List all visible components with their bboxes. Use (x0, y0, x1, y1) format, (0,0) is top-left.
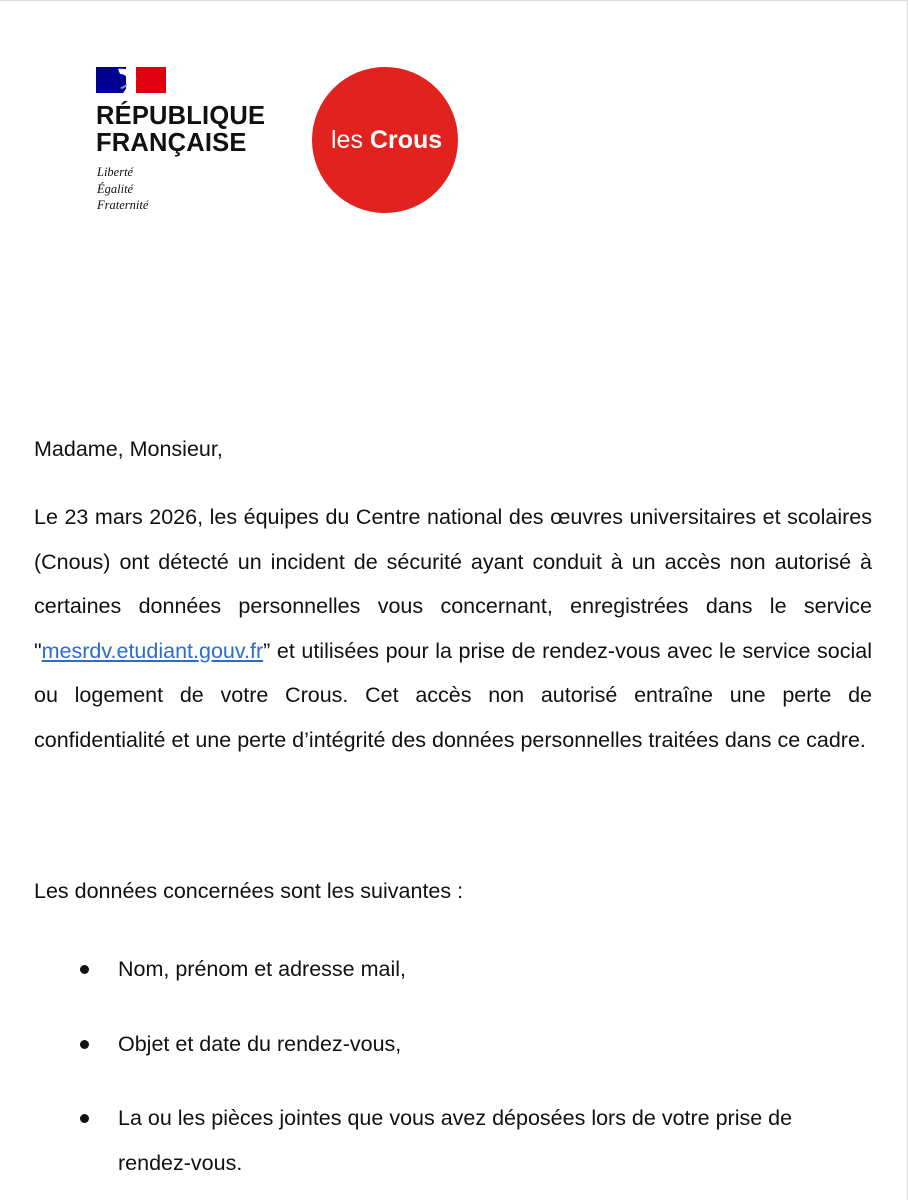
data-list-intro: Les données concernées sont les suivantes : (34, 879, 464, 903)
affected-data-list (80, 947, 870, 1185)
crous-logo-name: Crous (369, 126, 443, 154)
motto-line: Fraternité (97, 198, 149, 212)
mesrdv-link[interactable]: mesrdv.etudiant.gouv.fr (41, 638, 264, 663)
list-item (80, 1022, 870, 1067)
crous-logo (312, 67, 458, 213)
salutation: Madame, Monsieur, (34, 437, 223, 461)
list-item-text: La ou les pièces jointes que vous avez déposées lors de votre prise de rendez-vous. (118, 1106, 793, 1175)
incident-paragraph (34, 495, 872, 762)
marianne-flag-icon (96, 67, 166, 93)
crous-logo-prefix: les (331, 126, 363, 154)
bullet-icon (80, 1114, 89, 1123)
list-item-text: Nom, prénom et adresse mail, (118, 957, 406, 981)
republique-francaise-name: RÉPUBLIQUE FRANÇAISE (96, 102, 266, 157)
republic-motto (97, 164, 148, 214)
bullet-icon (80, 1040, 89, 1049)
paragraph-text-start: Le 23 mars 2026, les équipes du Centre national des œuvres universitaires et scolaires (Cnous) ont détecté un incident de sécurité ayant conduit à un accès non autorisé à certaines données personnelles vous concernant, enregistrées dans le service " (34, 505, 872, 663)
motto-line: Liberté (97, 165, 134, 179)
bullet-icon (80, 965, 89, 974)
list-item (80, 947, 870, 992)
motto-line: Égalité (97, 181, 134, 196)
crous-logo-text (331, 126, 442, 154)
list-item (80, 1096, 870, 1185)
paragraph-text-end: ” et utilisées pour la prise de rendez-vous avec le service social ou logement de votre Crous. Cet accès non autorisé entraîne une perte de confidentialité et une perte d’intégrité des données personnelles traitées dans ce cadre. (34, 638, 872, 752)
list-item-text: Objet et date du rendez-vous, (118, 1031, 402, 1056)
